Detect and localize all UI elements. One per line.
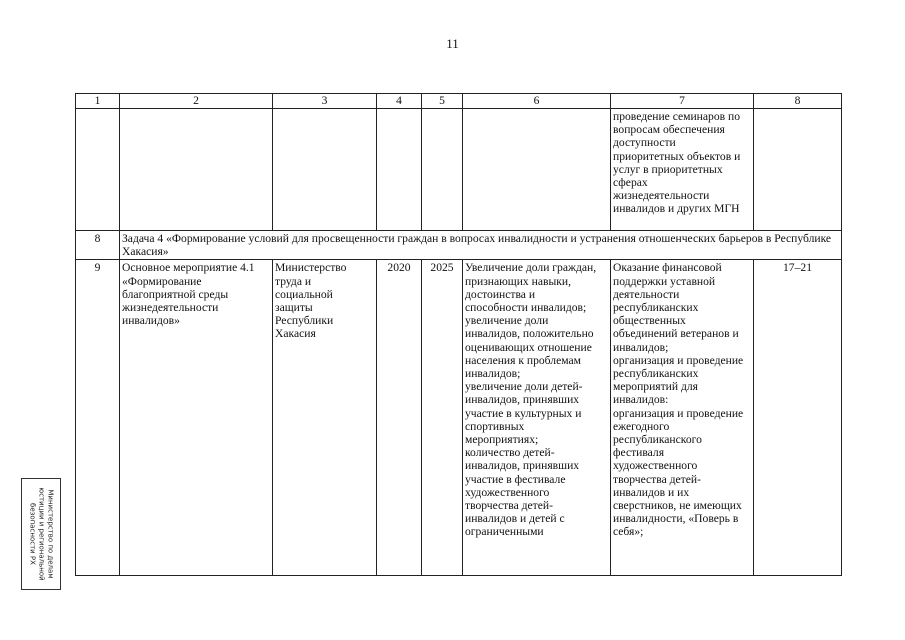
responsible-cell: Министерство труда и социальной защиты Республики Хакасия [273,260,377,576]
table-cell [754,109,842,231]
header-cell: 2 [120,94,273,109]
row-number: 9 [76,260,120,576]
stamp-text: Министерство по делам юстиции и региональной безопасности РХ [28,487,55,581]
row-number: 8 [76,231,120,260]
header-cell: 3 [273,94,377,109]
table-cell [422,109,463,231]
table-cell [76,109,120,231]
start-year-cell: 2020 [377,260,422,576]
header-cell: 5 [422,94,463,109]
table-row-task [76,231,842,260]
table-cell [463,109,611,231]
header-cell: 7 [611,94,754,109]
table-row-continued [76,109,842,231]
header-cell: 6 [463,94,611,109]
task-title: Задача 4 «Формирование условий для просвещенности граждан в вопросах инвалидности и устранения отношенческих барьеров в Республике Хакасия» [120,231,842,260]
indicator-numbers-cell: 17–21 [754,260,842,576]
activities-cell: Оказание финансовой поддержки уставной деятельности республиканских общественных объединений ветеранов и инвалидов; организация и проведение республиканских мероприятий для инвалидов: организация и проведение ежегодного республиканского фестиваля художественного творчества детей- инвалидов и их сверстников, не имеющих инвалидности, «Поверь в себя»; [611,260,754,576]
header-cell: 4 [377,94,422,109]
expected-results-cell: Увеличение доли граждан, признающих навыки, достоинства и способности инвалидов; увеличение доли инвалидов, положительно оценивающих отношение населения к проблемам инвалидов; увеличение доли детей- инвалидов, принявших участие в культурных и спортивных мероприятиях; количество детей- инвалидов, принявших участие в фестивале художественного творчества детей- инвалидов и детей с ограниченными [463,260,611,576]
header-cell: 1 [76,94,120,109]
table-cell [120,109,273,231]
table-cell [273,109,377,231]
continued-activities-cell: проведение семинаров по вопросам обеспечения доступности приоритетных объектов и услуг в приоритетных сферах жизнедеятельности инвалидов и других МГН [611,109,754,231]
table-cell [377,109,422,231]
table-header-row [76,94,842,109]
measure-name-cell: Основное мероприятие 4.1 «Формирование благоприятной среды жизнедеятельности инвалидов» [120,260,273,576]
header-cell: 8 [754,94,842,109]
end-year-cell: 2025 [422,260,463,576]
table-row-measure [76,260,842,576]
page-number: 11 [446,36,459,51]
program-table [75,93,842,576]
registration-stamp [21,478,61,590]
